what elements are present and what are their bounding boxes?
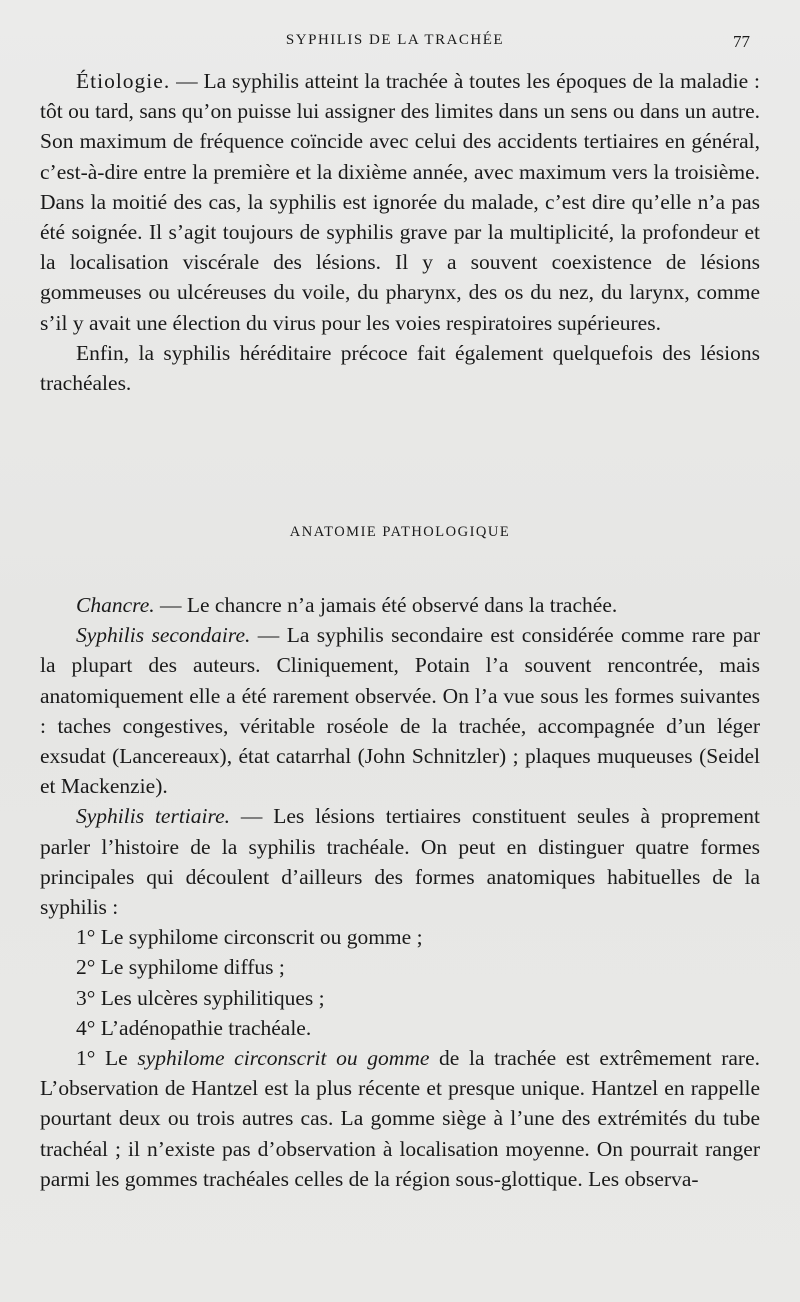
form-item-2: 2° Le syphilome diffus ; bbox=[76, 955, 285, 980]
tertiaire-text: — Les lésions tertiaires constituent seules à proprement parler l’histoire de la syphilis trachéale. On peut en distinguer quatre formes principales qui découlent d’ailleurs des formes anatomiques habituelles de la syphilis : bbox=[40, 804, 760, 920]
form-item-3: 3° Les ulcères syphilitiques ; bbox=[76, 985, 325, 1010]
chancre-label: Chancre. bbox=[76, 593, 155, 617]
page-number: 77 bbox=[733, 32, 750, 51]
etiologie-paragraph bbox=[40, 66, 760, 338]
etiologie-label: Étiologie. bbox=[76, 69, 171, 93]
gomme-prefix: 1° Le bbox=[76, 1046, 138, 1071]
running-title: SYPHILIS DE LA TRACHÉE bbox=[285, 32, 505, 48]
secondaire-paragraph bbox=[40, 620, 760, 801]
anatomie-section bbox=[40, 590, 760, 1194]
section-heading: ANATOMIE PATHOLOGIQUE bbox=[289, 524, 511, 540]
etiologie-section bbox=[40, 66, 760, 398]
chancre-paragraph bbox=[40, 590, 760, 620]
etiologie-paragraph-2: Enfin, la syphilis héréditaire précoce fait également quelquefois des lésions trachéales. bbox=[40, 340, 760, 396]
form-item-1: 1° Le syphilome circonscrit ou gomme ; bbox=[76, 925, 423, 950]
running-head bbox=[40, 32, 750, 56]
tertiaire-label: Syphilis tertiaire. bbox=[76, 804, 230, 829]
form-item-4: 4° L’adénopathie trachéale. bbox=[76, 1015, 312, 1040]
gomme-label: syphilome circonscrit ou gomme bbox=[137, 1046, 430, 1071]
etiologie-text: La syphilis atteint la trachée à toutes les époques de la maladie : tôt ou tard, sans qu’on puisse lui assigner des limites dans un sens ou dans un autre. Son maximum de fréquence coïncide avec celui des accidents tertiaires en général, c’est-à-dire entre la première et la dixième année, avec maximum vers la troisième. Dans la moitié des cas, la syphilis est ignorée du malade, c’est dire qu’elle n’a pas été soignée. Il s’agit toujours de syphilis grave par la multiplicité, la profondeur et la localisation viscérale des lésions. Il y a souvent coexistence de lésions gommeuses ou ulcéreuses du voile, du pharynx, des os du nez, du larynx, comme s’il y avait une élection du virus pour les voies respiratoires supérieures. bbox=[40, 69, 760, 335]
gomme-paragraph bbox=[40, 1043, 760, 1194]
gomme-text: de la trachée est extrêmement rare. L’observation de Hantzel est la plus récente et presque unique. Hantzel en rappelle pourtant deux ou trois autres cas. La gomme siège à l’une des extrémités du tube trachéal ; il n’existe pas d’observation à localisation moyenne. On pourrait ranger parmi les gommes trachéales celles de la région sous-glottique. Les observa- bbox=[40, 1046, 761, 1191]
secondaire-text: — La syphilis secondaire est considérée comme rare par la plupart des auteurs. Cliniquement, Potain l’a souvent rencontrée, mais anatomiquement elle a été rarement observée. On l’a vue sous les formes suivantes : taches congestives, véritable roséole de la trachée, accompagnée d’un léger exsudat (Lancereaux), état catarrhal (John Schnitzler) ; plaques muqueuses (Seidel et Mackenzie). bbox=[40, 623, 760, 799]
chancre-text: — Le chancre n’a jamais été observé dans la trachée. bbox=[154, 593, 618, 617]
etiologie-dash: — bbox=[170, 69, 204, 93]
secondaire-label: Syphilis secondaire. bbox=[76, 623, 251, 648]
tertiaire-paragraph bbox=[40, 801, 760, 922]
